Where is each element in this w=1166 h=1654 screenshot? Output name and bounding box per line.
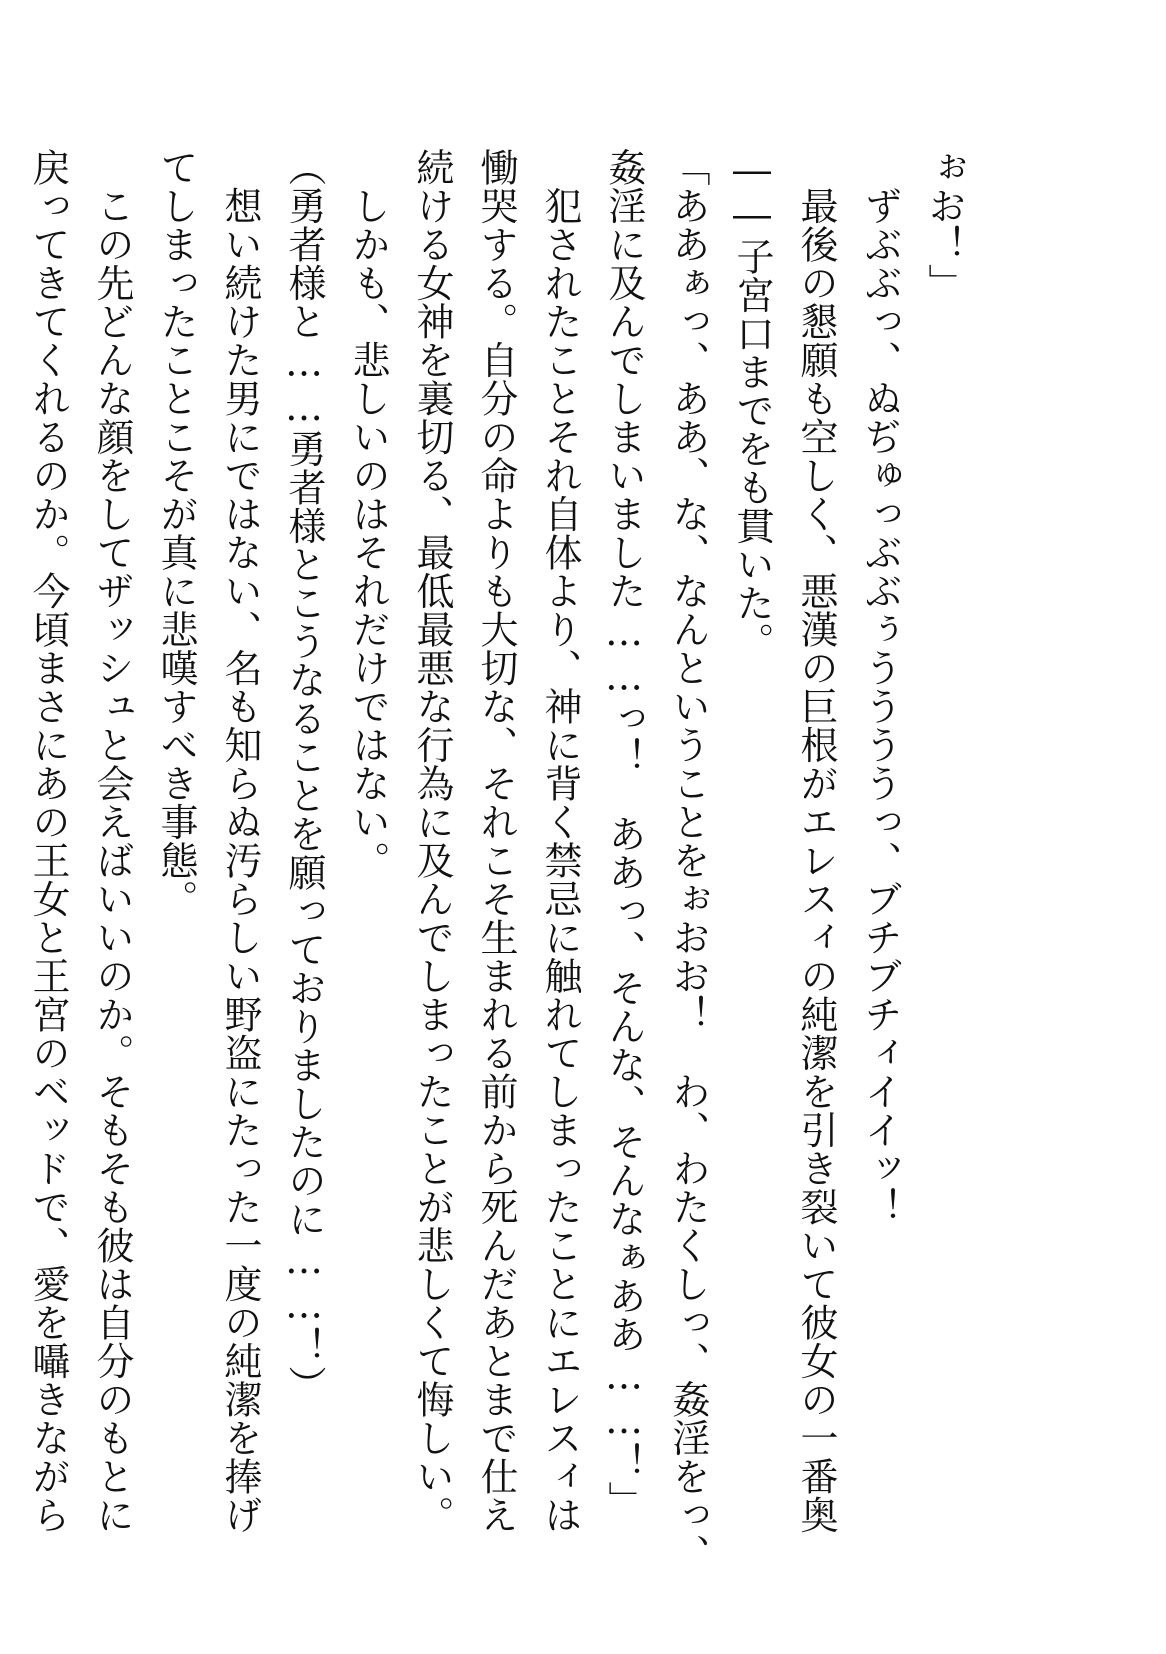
text-line: てしまったことこそが真に悲嘆すべき事態。: [154, 148, 198, 918]
text-line: （勇者様と……勇者様とこうなることを願っておりましたのに……！）: [282, 148, 326, 1404]
text-line: 慟哭する。自分の命よりも大切な、それこそ生まれる前から死んだあとまで仕え: [474, 148, 518, 1534]
text-line: 「ああぁっ、ああ、な、なんということをぉおお！ わ、わたくしっ、姦淫をっ、: [666, 148, 710, 1573]
text-line: 犯されたことそれ自体より、神に背く禁忌に触れてしまったことにエレスィは: [538, 148, 582, 1534]
text-line: しかも、悲しいのはそれだけではない。: [346, 148, 390, 880]
text-line: この先どんな顔をしてザッシュと会えばいいのか。そもそも彼は自分のもとに: [90, 148, 134, 1534]
vertical-text-body: [16, 148, 976, 1573]
text-line: 続ける女神を裏切る、最低最悪な行為に及んでしまったことが悲しくて悔しい。: [410, 148, 454, 1534]
text-line: 戻ってきてくれるのか。今頃まさにあの王女と王宮のベッドで、愛を囁きながら: [26, 148, 70, 1534]
text-line: 姦淫に及んでしまいました……っ！ ああっ、そんな、そんなぁああ……！」: [602, 148, 646, 1520]
text-line: ――子宮口までをも貫いた。: [730, 148, 774, 661]
text-line: ぉお！」: [922, 148, 966, 302]
text-line: ずぶぶっ、ぬぢゅっぶぶぅううううっ、ブチブチィイイッ！: [858, 148, 902, 1226]
text-line: 最後の懇願も空しく、悪漢の巨根がエレスィの純潔を引き裂いて彼女の一番奥: [794, 148, 838, 1534]
text-line: 想い続けた男にではない、名も知らぬ汚らしい野盗にたった一度の純潔を捧げ: [218, 148, 262, 1534]
